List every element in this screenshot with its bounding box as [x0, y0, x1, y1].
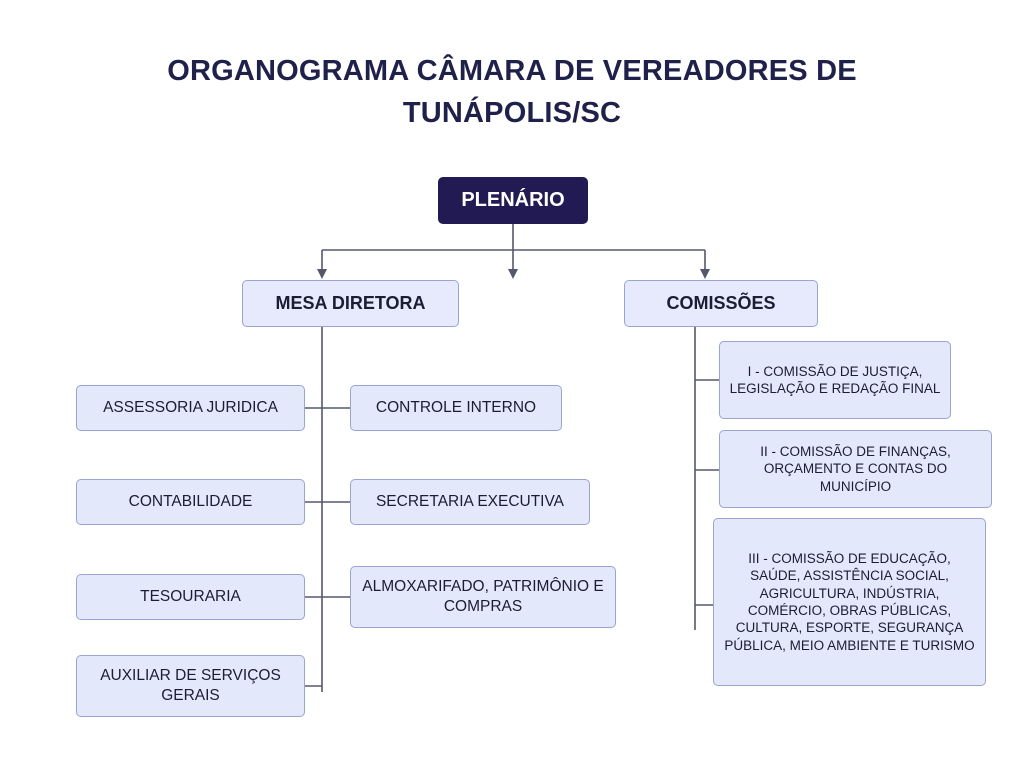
node-mesa-diretora[interactable]: [242, 280, 459, 327]
node-contabilidade[interactable]: [76, 479, 305, 525]
node-label: II - COMISSÃO DE FINANÇAS, ORÇAMENTO E CONTAS DO MUNICÍPIO: [760, 444, 951, 494]
node-almoxarifado-patrimonio-compras[interactable]: [350, 566, 616, 628]
node-comissao-justica[interactable]: [719, 341, 951, 419]
node-comissao-financas[interactable]: [719, 430, 992, 508]
node-mesa-diretora-label: MESA DIRETORA: [275, 292, 426, 313]
node-tesouraria[interactable]: [76, 574, 305, 620]
node-label: CONTROLE INTERNO: [375, 399, 537, 417]
node-label: ASSESSORIA JURIDICA: [103, 399, 278, 417]
node-label: ALMOXARIFADO, PATRIMÔNIO E COMPRAS: [362, 578, 604, 615]
page-title: ORGANOGRAMA CÂMARA DE VEREADORES DE TUNÁPOLIS/SC: [167, 55, 857, 130]
node-secretaria-executiva[interactable]: [350, 479, 590, 525]
node-controle-interno[interactable]: [350, 385, 562, 431]
node-plenario[interactable]: [438, 177, 588, 224]
node-label: I - COMISSÃO DE JUSTIÇA, LEGISLAÇÃO E REDAÇÃO FINAL: [729, 363, 941, 396]
node-comissao-educacao[interactable]: [713, 518, 986, 686]
node-assessoria-juridica[interactable]: [76, 385, 305, 431]
node-comissoes[interactable]: [624, 280, 818, 327]
node-label: AUXILIAR DE SERVIÇOS GERAIS: [100, 667, 281, 704]
node-label: CONTABILIDADE: [128, 493, 253, 511]
node-label: SECRETARIA EXECUTIVA: [375, 493, 565, 511]
node-comissoes-label: COMISSÕES: [666, 292, 776, 313]
node-plenario-label: PLENÁRIO: [461, 188, 565, 211]
node-auxiliar-servicos-gerais[interactable]: [76, 655, 305, 717]
node-label: TESOURARIA: [140, 588, 241, 606]
node-label: III - COMISSÃO DE EDUCAÇÃO, SAÚDE, ASSISTÊNCIA SOCIAL, AGRICULTURA, INDÚSTRIA, COMÉRCIO, OBRAS PÚBLICAS, CULTURA, ESPORTE, SEGURANÇA PÚBLICA, MEIO AMBIENTE E TURISMO: [724, 551, 975, 653]
